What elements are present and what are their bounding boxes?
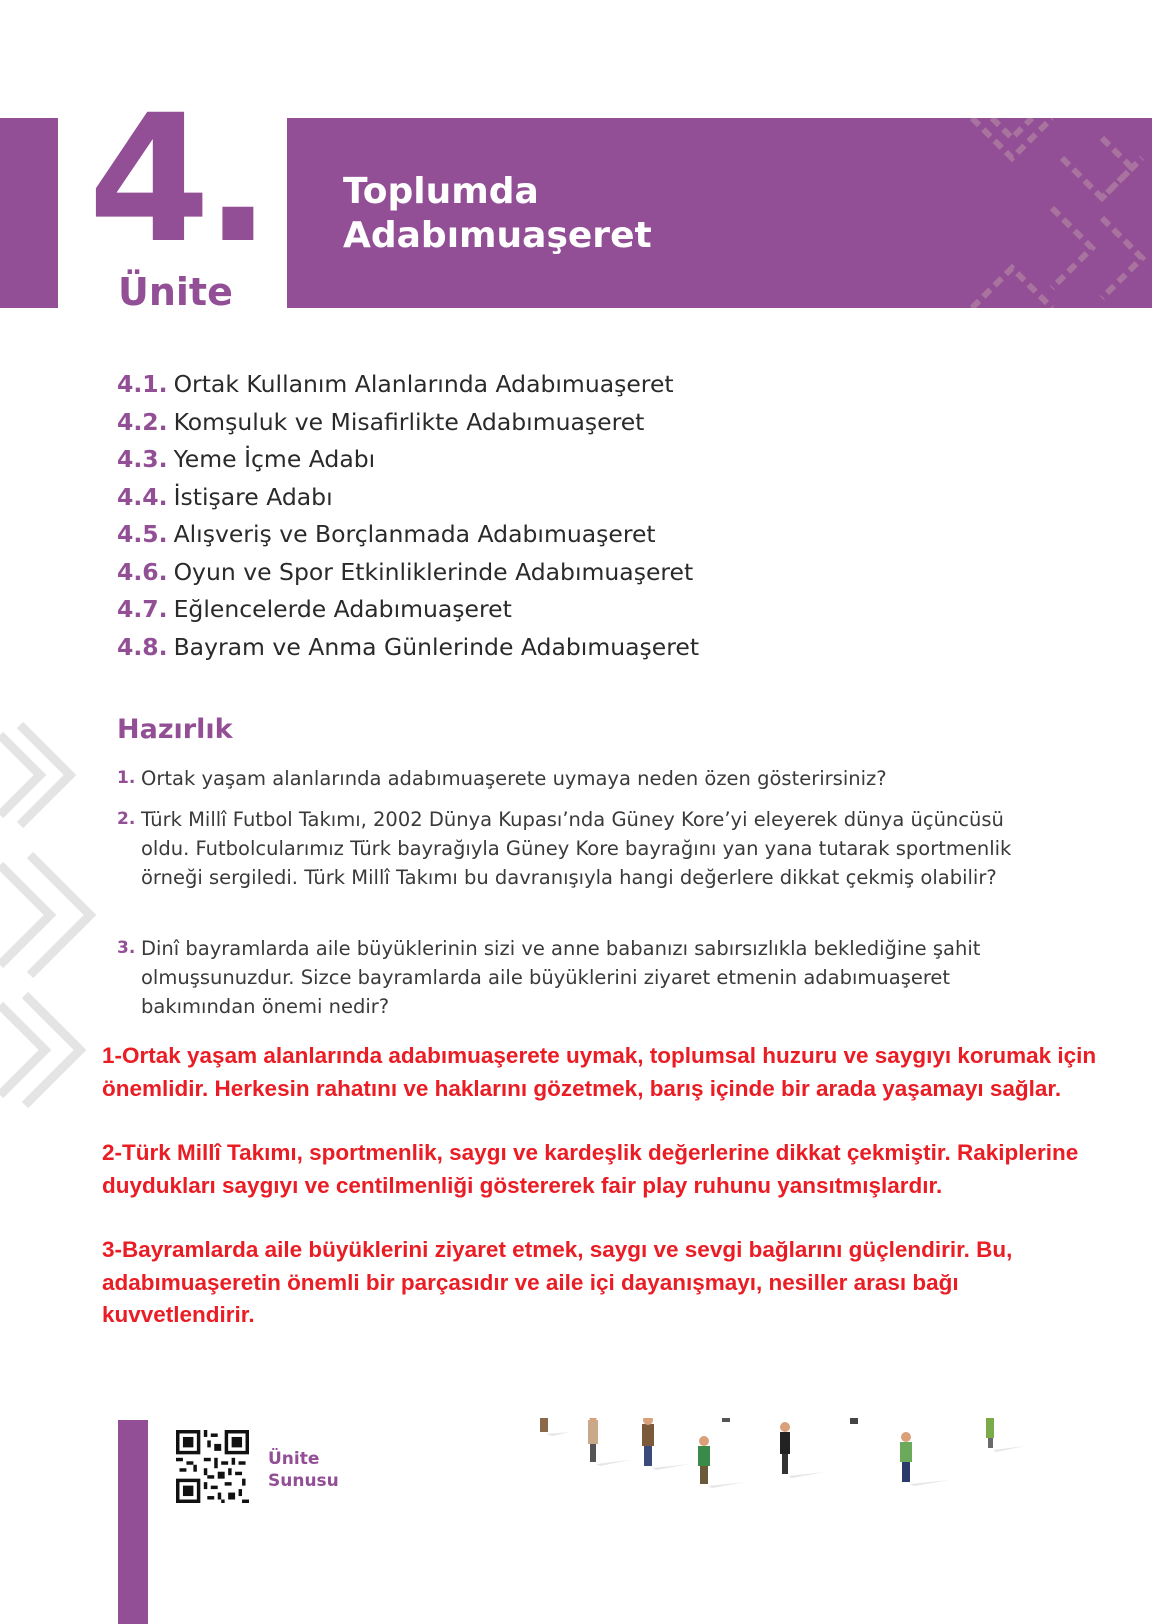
toc-item-label: Yeme İçme Adabı xyxy=(173,445,376,473)
toc-item-label: Oyun ve Spor Etkinliklerinde Adabımuaşeret xyxy=(173,557,694,586)
question-item xyxy=(117,805,1037,892)
unit-title-line1: Toplumda xyxy=(343,171,539,212)
toc-item-label: Ortak Kullanım Alanlarında Adabımuaşeret xyxy=(173,370,674,398)
toc-item-number: 4.4. xyxy=(117,482,168,511)
question-text: Ortak yaşam alanlarında adabımuaşerete uymaya neden özen gösterirsiniz? xyxy=(141,767,887,790)
toc-item[interactable] xyxy=(117,366,699,404)
toc-item[interactable] xyxy=(117,629,699,667)
header-left-bar xyxy=(0,118,58,308)
toc-item[interactable] xyxy=(117,479,699,517)
toc-item-label: Eğlencelerde Adabımuaşeret xyxy=(173,595,512,623)
qr-code-icon[interactable] xyxy=(176,1430,249,1503)
toc-item-number: 4.3. xyxy=(117,445,168,473)
toc-item[interactable] xyxy=(117,404,699,442)
question-item xyxy=(117,764,1037,793)
toc-item[interactable] xyxy=(117,591,699,629)
question-item xyxy=(117,934,1037,1021)
toc-item-label: Alışveriş ve Borçlanmada Adabımuaşeret xyxy=(173,520,656,548)
answer-text: 3-Bayramlarda aile büyüklerini ziyaret etmek, saygı ve sevgi bağlarını güçlendirir. Bu, adabımuaşeretin önemli bir parçasıdır ve aile içi dayanışmayı, nesiller arası bağı kuvvetlendirir. xyxy=(102,1237,1013,1327)
toc-item-number: 4.2. xyxy=(117,407,168,436)
unit-number: 4. xyxy=(88,77,266,282)
question-number: 3. xyxy=(117,938,136,958)
qr-label-line2: Sunusu xyxy=(268,1471,339,1491)
toc-item[interactable] xyxy=(117,516,699,554)
unit-label: Ünite xyxy=(118,270,233,314)
qr-label xyxy=(268,1448,339,1492)
toc-item[interactable] xyxy=(117,441,699,479)
unit-title xyxy=(343,170,652,258)
question-text: Türk Millî Futbol Takımı, 2002 Dünya Kupası’nda Güney Kore’yi eleyerek dünya üçüncüsü oldu. Futbolcularımız Türk bayrağıyla Güney Kore bayrağını yan yana tutarak sportmenlik örneği sergiledi. Türk Millî Takımı bu davranışıyla hangi değerlere dikkat çekmiş olabilir? xyxy=(141,808,1012,889)
question-number: 2. xyxy=(117,809,136,829)
answer-text: 2-Türk Millî Takımı, sportmenlik, saygı ve kardeşlik değerlerine dikkat çekmiştir. Rakiplerine duydukları saygıyı ve centilmenliği göstererek fair play ruhunu yansıtmışlardır. xyxy=(102,1140,1079,1198)
answer-text: 1-Ortak yaşam alanlarında adabımuaşerete uymak, toplumsal huzuru ve saygıyı korumak için önemlidir. Herkesin rahatını ve haklarını gözetmek, barış içinde bir arada yaşamayı sağlar. xyxy=(102,1043,1097,1101)
toc-item-label: İstişare Adabı xyxy=(173,482,333,511)
question-text: Dinî bayramlarda aile büyüklerinin sizi ve anne babanızı sabırsızlıkla beklediğine şahit olmuşsunuzdur. Sizce bayramlarda aile büyüklerini ziyaret etmenin adabımuaşeret bakımından önemi nedir? xyxy=(141,937,981,1018)
people-illustration xyxy=(540,1418,1080,1518)
question-number: 1. xyxy=(117,768,136,788)
preparation-title: Hazırlık xyxy=(117,714,233,745)
toc-item-label: Bayram ve Anma Günlerinde Adabımuaşeret xyxy=(173,632,700,661)
qr-label-line1: Ünite xyxy=(268,1449,320,1469)
toc-item-number: 4.5. xyxy=(117,520,168,548)
footer-left-bar xyxy=(118,1420,148,1624)
answers-block xyxy=(102,1040,1112,1364)
toc-item-number: 4.7. xyxy=(117,595,168,623)
unit-title-line2: Adabımuaşeret xyxy=(343,215,652,256)
ornament-pattern-left xyxy=(0,715,110,1135)
toc-item-label: Komşuluk ve Misafirlikte Adabımuaşeret xyxy=(173,407,645,436)
toc-item-number: 4.1. xyxy=(117,370,168,398)
table-of-contents xyxy=(117,366,699,666)
toc-item[interactable] xyxy=(117,554,699,592)
toc-item-number: 4.8. xyxy=(117,632,168,661)
ornament-pattern-header xyxy=(952,118,1152,308)
title-band xyxy=(287,118,1152,308)
toc-item-number: 4.6. xyxy=(117,557,168,586)
